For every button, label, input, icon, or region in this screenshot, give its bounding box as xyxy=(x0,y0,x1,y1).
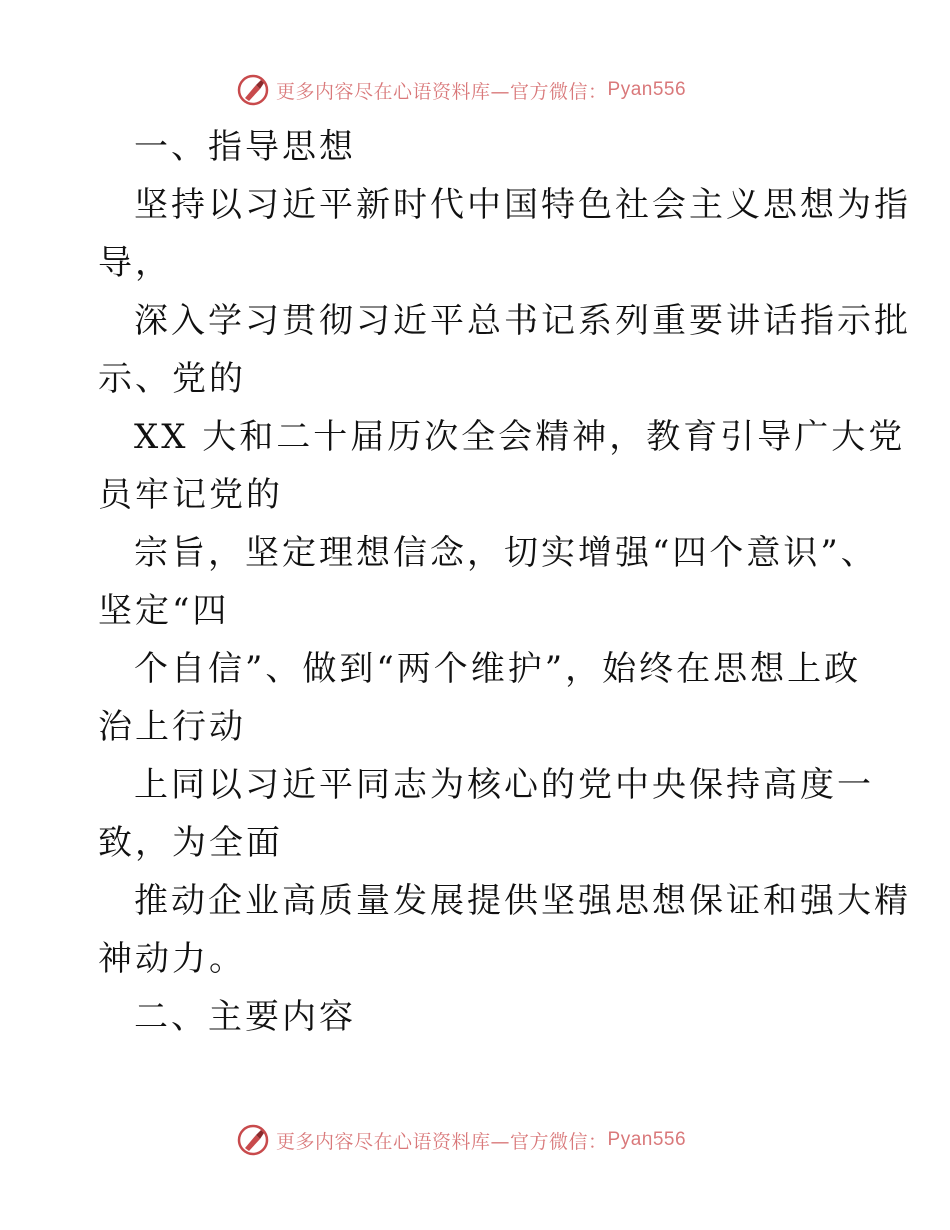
text-line: 推动企业高质量发展提供坚强思想保证和强大精 xyxy=(134,881,911,921)
heading-main-content: 二、主要内容 xyxy=(134,997,356,1037)
text-line: 深入学习贯彻习近平总书记系列重要讲话指示批 xyxy=(134,301,911,341)
text-line: 导， xyxy=(98,243,172,283)
watermark-handle: Pyan556 xyxy=(607,1129,687,1150)
text-line: 宗旨，坚定理想信念，切实增强“四个意识”、 xyxy=(134,533,878,573)
document-body xyxy=(98,118,911,1046)
header-watermark xyxy=(236,72,686,108)
watermark-text: 更多内容尽在心语资料库—官方微信： xyxy=(276,1130,608,1153)
text-line: 治上行动 xyxy=(98,707,246,747)
text-line: XX 大和二十届历次全会精神，教育引导广大党 xyxy=(134,417,906,457)
heading-guiding-ideology: 一、指导思想 xyxy=(134,127,356,167)
pen-logo-icon xyxy=(236,1123,270,1157)
text-line: 坚定“四 xyxy=(98,591,230,631)
text-line: 神动力。 xyxy=(98,939,246,979)
text-line: 个自信”、做到“两个维护”，始终在思想上政 xyxy=(134,649,862,689)
text-line: 示、党的 xyxy=(98,359,246,399)
text-line: 坚持以习近平新时代中国特色社会主义思想为指 xyxy=(134,185,911,225)
watermark-text: 更多内容尽在心语资料库—官方微信： xyxy=(276,80,608,103)
pen-logo-icon xyxy=(236,73,270,107)
watermark-handle: Pyan556 xyxy=(607,79,687,100)
text-line: 致，为全面 xyxy=(98,823,283,863)
text-line: 上同以习近平同志为核心的党中央保持高度一 xyxy=(134,765,874,805)
text-line: 员牢记党的 xyxy=(98,475,283,515)
footer-watermark xyxy=(236,1122,686,1158)
